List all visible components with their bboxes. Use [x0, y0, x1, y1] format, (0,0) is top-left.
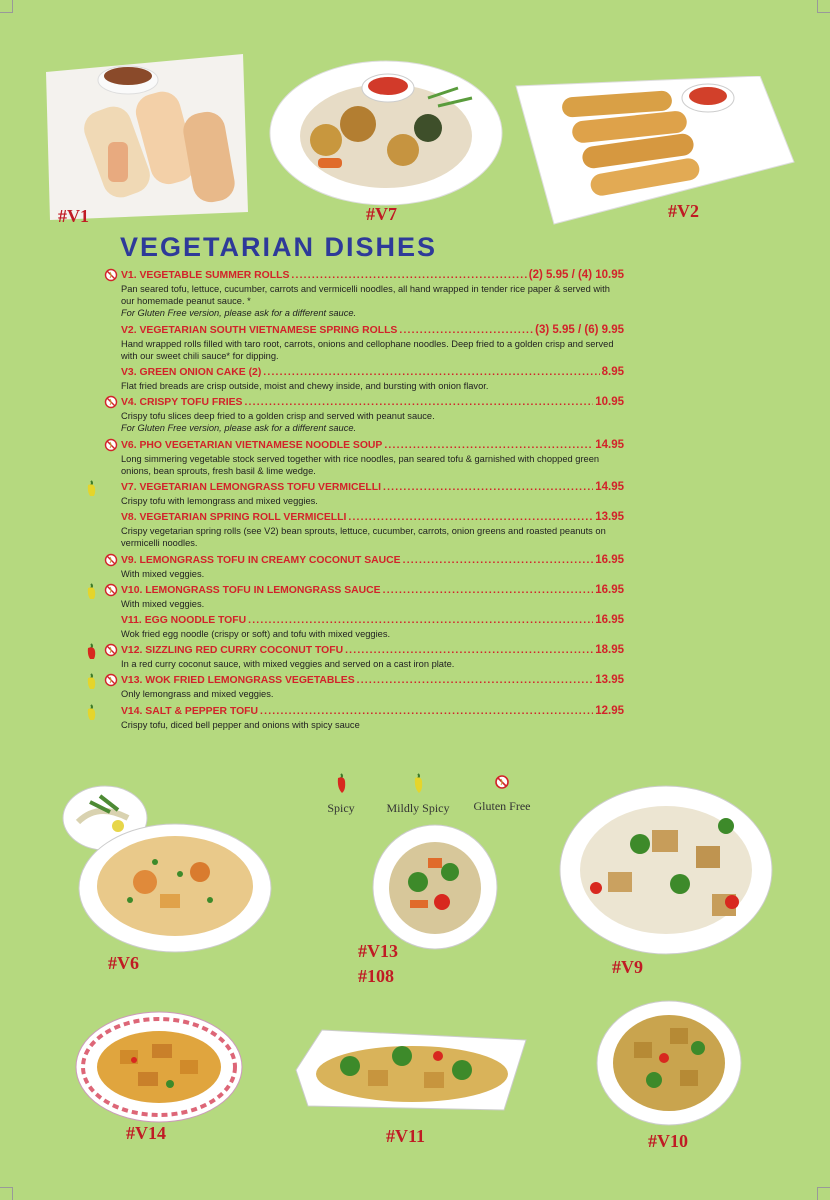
menu-item-heading	[121, 673, 624, 688]
menu-item-price: (2) 5.95 / (4) 10.95	[528, 269, 624, 281]
menu-item-price: 16.95	[595, 614, 624, 627]
menu-item-heading	[121, 480, 624, 495]
yellow-chili-icon	[84, 480, 98, 496]
menu-item-heading	[121, 704, 624, 719]
photo-label-v14: #V14	[126, 1123, 166, 1143]
menu-item-name: V6. PHO VEGETARIAN VIETNAMESE NOODLE SOUP	[121, 439, 383, 451]
menu-item-description: With mixed veggies.	[121, 598, 205, 609]
menu-item-price: 10.95	[595, 396, 624, 409]
menu-item-price: 12.95	[595, 704, 624, 717]
photo-label-108: #108	[358, 966, 394, 986]
menu-item-description: Crispy tofu with lemongrass and mixed veggies.	[121, 496, 318, 507]
yellow-chili-icon	[84, 673, 98, 689]
menu-item	[84, 510, 624, 549]
legend-gluten-free: Gluten Free	[468, 772, 536, 814]
menu-item-heading	[121, 365, 624, 380]
photo-pho-vegetarian	[60, 782, 272, 954]
menu-item-price: 14.95	[595, 438, 624, 451]
dot-leader	[383, 481, 593, 495]
yellow-chili-icon	[84, 583, 98, 599]
photo-egg-noodle-tofu	[294, 1026, 530, 1114]
dietary-legend	[318, 772, 548, 815]
menu-item-heading	[121, 613, 624, 628]
yellow-chili-icon	[411, 772, 425, 794]
photo-lemongrass-tofu	[594, 998, 744, 1128]
menu-item	[84, 704, 624, 731]
photo-label-v11: #V11	[386, 1126, 426, 1146]
menu-item-heading	[121, 643, 624, 658]
menu-item	[84, 613, 624, 640]
red-chili-icon	[84, 643, 98, 659]
menu-item	[84, 673, 624, 700]
menu-item	[84, 643, 624, 670]
menu-item	[84, 268, 624, 320]
menu-item-heading	[121, 268, 624, 283]
dot-leader	[291, 269, 526, 283]
menu-item-name: V7. VEGETARIAN LEMONGRASS TOFU VERMICELLI	[121, 482, 381, 494]
no-gluten-icon	[104, 643, 118, 659]
menu-item-description: Wok fried egg noodle (crispy or soft) and tofu with mixed veggies.	[121, 629, 391, 640]
menu-item-price: 13.95	[595, 511, 624, 524]
menu-item	[84, 438, 624, 477]
dot-leader	[244, 396, 593, 410]
no-gluten-icon	[494, 772, 510, 792]
menu-list	[84, 268, 624, 734]
menu-item-description: In a red curry coconut sauce, with mixed veggies and served on a cast iron plate.	[121, 659, 455, 670]
photo-summer-rolls	[38, 52, 250, 222]
photo-salt-pepper-tofu	[74, 1010, 244, 1124]
menu-item-name: V3. GREEN ONION CAKE (2)	[121, 367, 262, 379]
dot-leader	[348, 511, 593, 525]
no-gluten-icon	[104, 553, 118, 569]
menu-item-heading	[121, 510, 624, 525]
crop-mark	[817, 1187, 830, 1200]
menu-item-note: For Gluten Free version, please ask for a different sauce.	[121, 423, 357, 434]
dot-leader	[384, 439, 593, 453]
menu-item-price: 16.95	[595, 583, 624, 596]
menu-item-name: V12. SIZZLING RED CURRY COCONUT TOFU	[121, 645, 344, 657]
menu-item-name: V4. CRISPY TOFU FRIES	[121, 397, 243, 409]
menu-item-note: For Gluten Free version, please ask for a different sauce.	[121, 308, 357, 319]
photo-label-v13: #V13	[358, 941, 398, 961]
dot-leader	[357, 674, 594, 688]
menu-item-name: V8. VEGETARIAN SPRING ROLL VERMICELLI	[121, 512, 347, 524]
crop-mark	[817, 0, 830, 13]
dot-leader	[383, 584, 594, 598]
dot-leader	[260, 705, 593, 719]
menu-item-name: V1. VEGETABLE SUMMER ROLLS	[121, 270, 290, 281]
menu-item-description: Long simmering vegetable stock served together with rice noodles, pan seared tofu & garnished with chopped green onions, bean sprouts, fresh basil & lime wedge.	[121, 453, 600, 476]
menu-item-description: Crispy vegetarian spring rolls (see V2) bean sprouts, lettuce, cucumber, carrots, onion greens and roasted peanuts on vermicelli noodles.	[121, 526, 606, 549]
menu-item-name: V2. VEGETARIAN SOUTH VIETNAMESE SPRING ROLLS	[121, 324, 398, 336]
menu-item-heading	[121, 323, 624, 338]
no-gluten-icon	[104, 438, 118, 454]
menu-item-name: V13. WOK FRIED LEMONGRASS VEGETABLES	[121, 675, 355, 687]
yellow-chili-icon	[84, 704, 98, 720]
menu-item-price: 16.95	[595, 553, 624, 566]
photo-lemongrass-tofu-vermicelli	[268, 58, 508, 208]
menu-item-name: V9. LEMONGRASS TOFU IN CREAMY COCONUT SAUCE	[121, 554, 401, 566]
menu-item-description: Crispy tofu slices deep fried to a golden crisp and served with peanut sauce.	[121, 411, 435, 422]
menu-item-price: (3) 5.95 / (6) 9.95	[535, 323, 624, 336]
menu-item-name: V10. LEMONGRASS TOFU IN LEMONGRASS SAUCE	[121, 584, 381, 596]
menu-item-description: Crispy tofu, diced bell pepper and onions with spicy sauce	[121, 719, 360, 730]
photo-coconut-tofu	[556, 784, 774, 956]
red-chili-icon	[334, 772, 348, 794]
menu-item-description: Only lemongrass and mixed veggies.	[121, 689, 274, 700]
menu-item	[84, 553, 624, 580]
legend-spicy: Spicy	[318, 772, 364, 816]
menu-item-description: Pan seared tofu, lettuce, cucumber, carrots and vermicelli noodles, all hand wrapped in tender rice paper & served with our homemade peanut sauce. *	[121, 284, 610, 307]
menu-item-description: With mixed veggies.	[121, 568, 205, 579]
no-gluten-icon	[104, 673, 118, 689]
dot-leader	[345, 644, 593, 658]
menu-item	[84, 480, 624, 507]
no-gluten-icon	[104, 395, 118, 411]
menu-item-name: V14. SALT & PEPPER TOFU	[121, 705, 259, 717]
photo-label-v6: #V6	[108, 953, 139, 973]
dot-leader	[248, 614, 593, 628]
legend-mildly-spicy: Mildly Spicy	[382, 772, 454, 816]
crop-mark	[0, 0, 13, 13]
menu-item-heading	[121, 438, 624, 453]
menu-item-heading	[121, 583, 624, 598]
dot-leader	[403, 554, 594, 568]
photo-label-v7: #V7	[366, 204, 397, 224]
photo-label-v10: #V10	[648, 1131, 688, 1151]
menu-item-name: V11. EGG NOODLE TOFU	[121, 615, 247, 627]
dot-leader	[263, 366, 599, 380]
menu-item-heading	[121, 553, 624, 568]
menu-item	[84, 395, 624, 434]
menu-item-description: Flat fried breads are crisp outside, moist and chewy inside, and bursting with onion flavor.	[121, 381, 489, 392]
menu-item-price: 14.95	[595, 481, 624, 494]
menu-item	[84, 365, 624, 392]
dot-leader	[399, 324, 533, 338]
page-title: VEGETARIAN DISHES	[120, 232, 438, 262]
menu-item-description: Hand wrapped rolls filled with taro root, carrots, onions and cellophane noodles. Deep fried to a golden crisp and served with our sweet chili sauce* for dipping.	[121, 338, 614, 361]
menu-item	[84, 323, 624, 362]
crop-mark	[0, 1187, 13, 1200]
photo-label-v1: #V1	[58, 206, 89, 226]
photo-label-v2: #V2	[668, 201, 699, 221]
menu-item-price: 13.95	[595, 674, 624, 687]
no-gluten-icon	[104, 268, 118, 284]
menu-item-price: 8.95	[601, 366, 624, 379]
photo-spring-rolls	[512, 76, 798, 232]
menu-item	[84, 583, 624, 610]
no-gluten-icon	[104, 583, 118, 599]
menu-item-price: 18.95	[595, 644, 624, 657]
photo-label-v9: #V9	[612, 957, 643, 977]
menu-item-heading	[121, 395, 624, 410]
photo-wok-fried-vegetables	[368, 822, 502, 952]
